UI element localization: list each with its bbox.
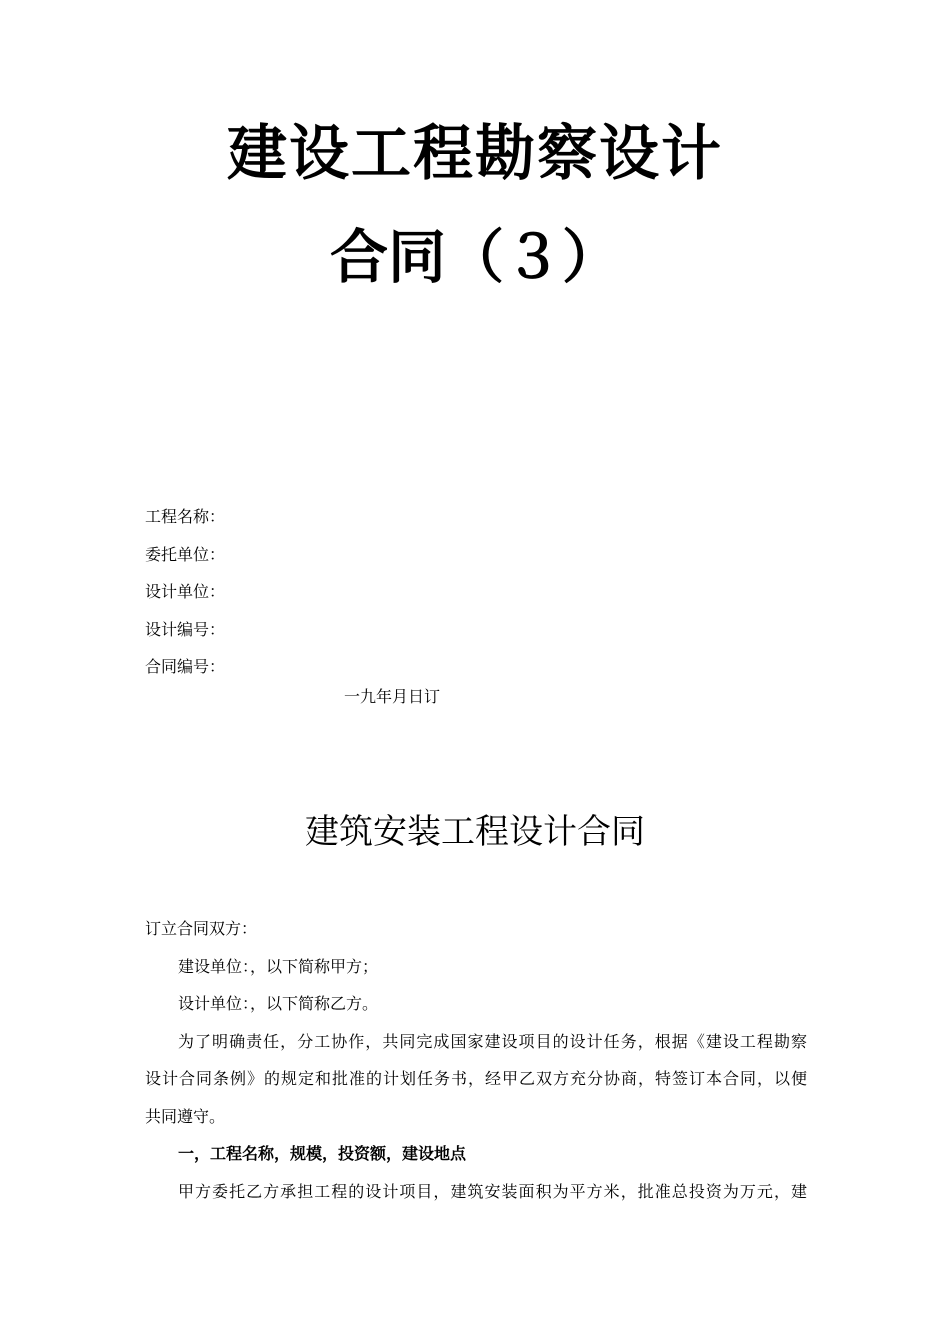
parties-intro: 订立合同双方： [145,919,258,938]
field-project-name: 工程名称： [145,507,226,526]
preamble-line-1: 为了明确责任，分工协作，共同完成国家建设项目的设计任务，根据《建设工程勘察 [178,1031,807,1051]
party-b-line: 设计单位：，以下简称乙方。 [178,994,379,1013]
field-design-number: 设计编号： [145,619,226,639]
field-client-unit: 委托单位： [145,544,226,564]
section-1-line-1: 甲方委托乙方承担工程的设计项目，建筑安装面积为平方米，批准总投资为万元，建 [178,1181,807,1201]
cover-title-line2: 合同（３） [329,223,620,291]
section-1-heading: 一，工程名称，规模，投资额，建设地点 [178,1144,467,1163]
contract-title: 建筑安装工程设计合同 [305,812,645,852]
cover-title-line1: 建设工程勘察设计 [227,119,723,189]
field-contract-number: 合同编号： [145,657,226,676]
contract-body [145,910,807,1210]
sign-date: 一九年月日订 [344,687,441,706]
field-design-unit: 设计单位： [145,582,226,601]
party-a-line: 建设单位：，以下简称甲方； [178,956,379,976]
preamble-line-2: 设计合同条例》的规定和批准的计划任务书，经甲乙双方充分协商，特签订本合同，以便 [145,1069,807,1088]
preamble-line-3: 共同遵守。 [145,1106,226,1126]
cover-fields [145,498,225,686]
